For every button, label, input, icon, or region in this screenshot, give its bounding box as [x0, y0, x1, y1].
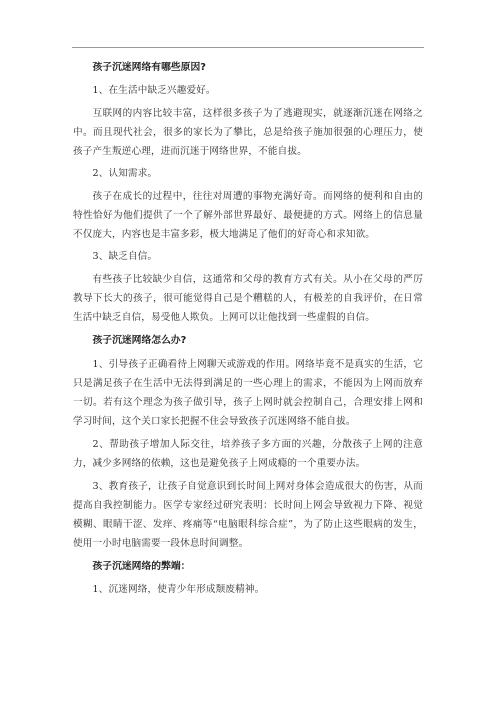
section-heading-solutions: 孩子沉迷网络怎么办?: [92, 335, 187, 346]
solution-paragraph-3: 3、教育孩子，让孩子自觉意识到长时间上网对身体会造成很大的伤害，从而提高自我控制能力。医学专家经过研究表明：长时间上网会导致视力下降、视觉模糊、眼睛干涩、发痒、疼痛等“电脑眼科综合症”，为了防止这些眼病的发生，使用一小时电脑需要一段休息时间调整。: [73, 481, 423, 549]
cause-paragraph-1: 互联网的内容比较丰富，这样很多孩子为了逃避现实，就逐渐沉迷在网络之中。而且现代社会，很多的家长为了攀比，总是给孩子施加很强的心理压力，使孩子产生叛逆心理，进而沉迷于网络世界，不能自拔。: [73, 108, 423, 157]
solution-paragraph-2: 2、帮助孩子增加人际交往，培养孩子多方面的兴趣，分散孩子上网的注意力，减少多网络的依赖，这也是避免孩子上网成瘾的一个重要办法。: [73, 439, 423, 469]
cause-paragraph-3: 有些孩子比较缺少自信，这通常和父母的教育方式有关。从小在父母的严厉教导下长大的孩子，很可能觉得自己是个糟糕的人，有极差的自我评价，在日常生活中缺乏自信，易受他人欺负。上网可以让他找到一些虚假的自信。: [73, 274, 423, 323]
cause-item-3: 3、缺乏自信。: [92, 251, 158, 262]
harm-item-1: 1、沉迷网络，使青少年形成颓废精神。: [92, 584, 265, 595]
solution-paragraph-1: 1、引导孩子正确看待上网聊天或游戏的作用。网络毕竟不是真实的生活，它只是满足孩子在生活中无法得到满足的一些心理上的需求，不能因为上网而放弃一切。若有这个理念为孩子做引导，孩子上网时就会控制自己，合理安排上网和学习时间，这个关口家长把握不住会导致孩子沉迷网络不能自拔。: [73, 359, 423, 427]
cause-paragraph-2: 孩子在成长的过程中，往往对周遭的事物充满好奇。而网络的便利和自由的特性恰好为他们提供了一个了解外部世界最好、最便捷的方式。网络上的信息量不仅庞大，内容也是丰富多彩，极大地满足了他们的好奇心和求知欲。: [73, 191, 423, 240]
section-heading-causes: 孩子沉迷网络有哪些原因?: [92, 62, 206, 73]
cause-item-1: 1、在生活中缺乏兴趣爱好。: [92, 85, 216, 96]
header-rule: [72, 47, 424, 48]
section-heading-harms: 孩子沉迷网络的弊端：: [92, 561, 191, 572]
document-body: [73, 58, 423, 599]
cause-item-2: 2、认知需求。: [92, 168, 158, 179]
